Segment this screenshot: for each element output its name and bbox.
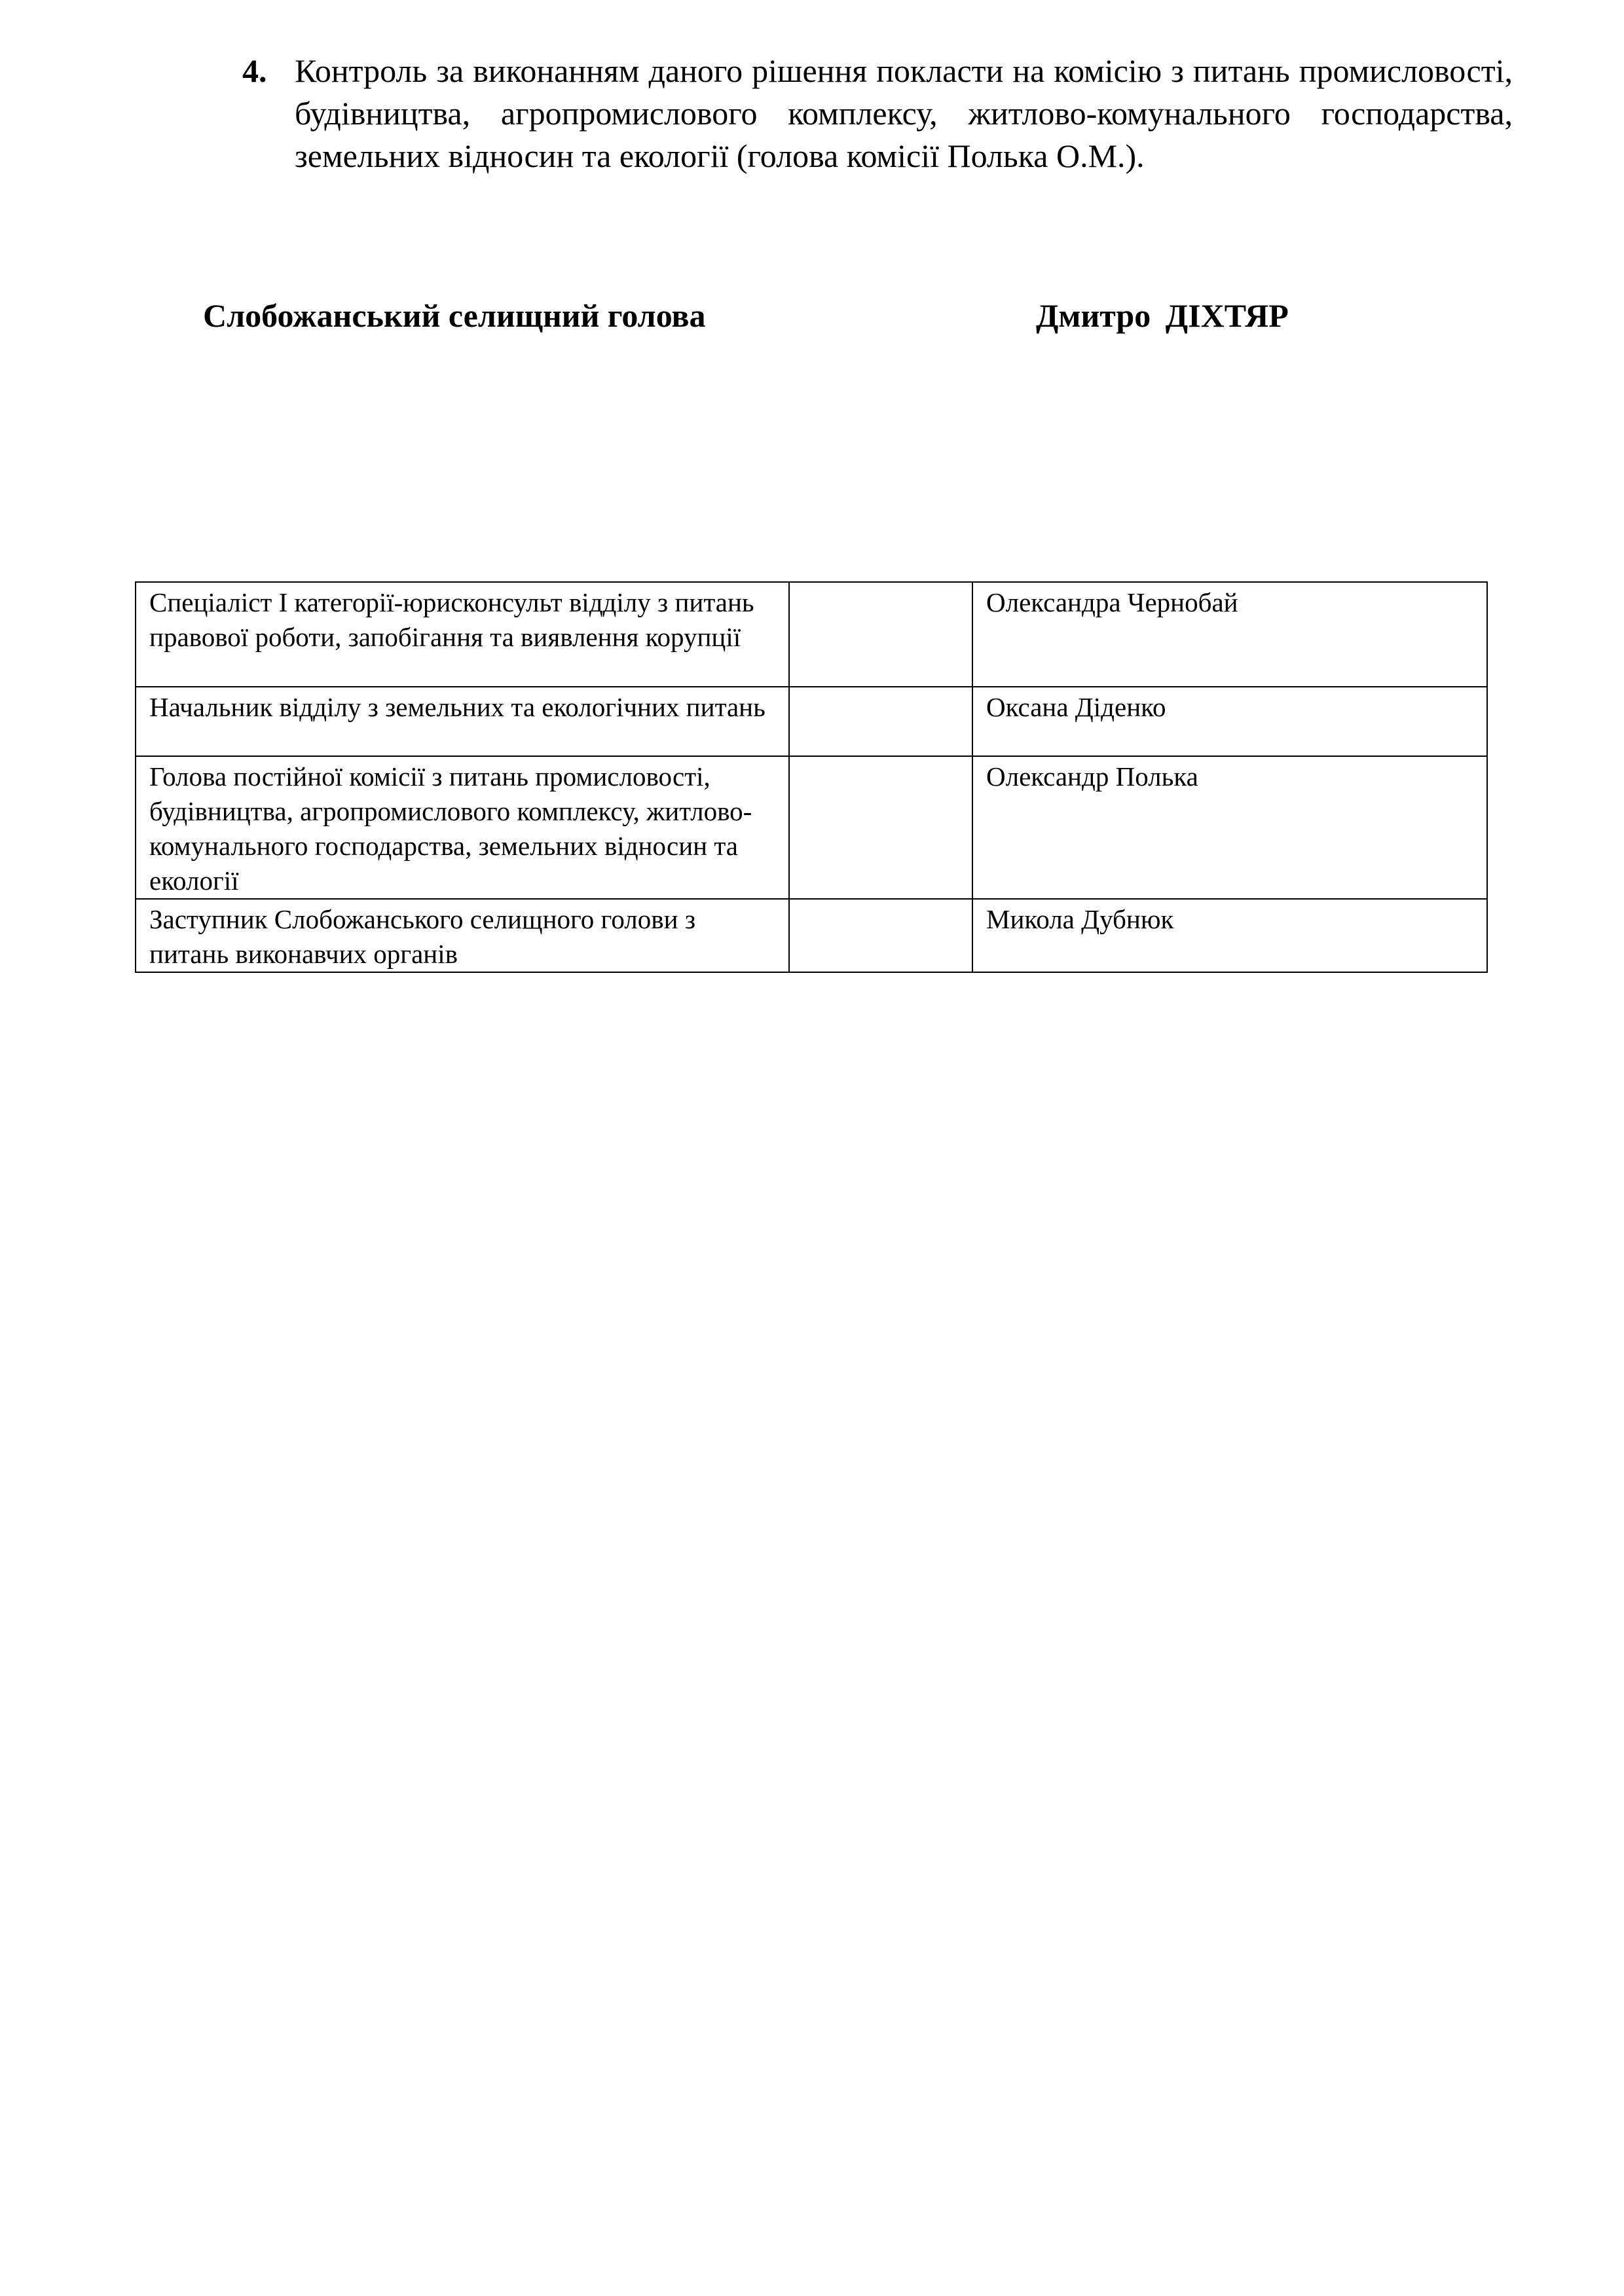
signature-cell bbox=[789, 582, 972, 687]
table-row bbox=[136, 899, 1487, 972]
signature-cell bbox=[789, 687, 972, 756]
signatory-name: Дмитро ДІХТЯР bbox=[1036, 297, 1289, 334]
clause-text: Контроль за виконанням даного рішення покласти на комісію з питань промисловості, будівництва, агропромислового комплексу, житлово-комунального господарства, земельних відносин та екології (голова комісії Полька О.М.). bbox=[295, 52, 1513, 174]
approver-position: Голова постійної комісії з питань промисловості, будівництва, агропромислового комплексу, житлово-комунального господарства, земельних відносин та екології bbox=[136, 756, 789, 899]
signature-cell bbox=[789, 756, 972, 899]
approver-name: Олександра Чернобай bbox=[972, 582, 1487, 687]
approval-table bbox=[135, 581, 1488, 973]
table-row bbox=[136, 582, 1487, 687]
signature-cell bbox=[789, 899, 972, 972]
approver-position: Заступник Слобожанського селищного голови з питань виконавчих органів bbox=[136, 899, 789, 972]
table-row bbox=[136, 756, 1487, 899]
approver-name: Олександр Полька bbox=[972, 756, 1487, 899]
clause-number: 4. bbox=[242, 52, 267, 89]
approver-position: Спеціаліст І категорії-юрисконсульт відділу з питань правової роботи, запобігання та виявлення корупції bbox=[136, 582, 789, 687]
decision-clause bbox=[242, 50, 1513, 177]
approver-position: Начальник відділу з земельних та екологічних питань bbox=[136, 687, 789, 756]
approver-name: Микола Дубнюк bbox=[972, 899, 1487, 972]
signatory-position: Слобожанський селищний голова bbox=[203, 297, 706, 334]
approver-name: Оксана Діденко bbox=[972, 687, 1487, 756]
table-row bbox=[136, 687, 1487, 756]
